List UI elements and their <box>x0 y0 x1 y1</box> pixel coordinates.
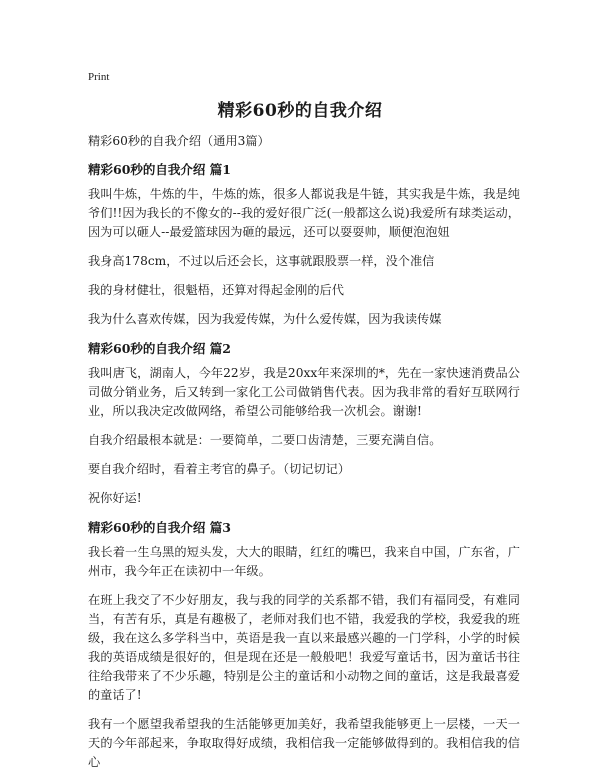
document-subtitle: 精彩60秒的自我介绍（通用3篇） <box>88 134 270 148</box>
paragraph: 要自我介绍时，看着主考官的鼻子。（切记切记） <box>88 462 351 476</box>
paragraph: 在班上我交了不少好朋友，我与我的同学的关系都不错，我们有福同受，有难同当，有苦有乐，真是有趣极了，老师对我们也不错，我爱我的学校，我爱我的班级，我在这么多学科当中，英语是我一直以来最感兴趣的一门学科，小学的时候我的英语成绩是很好的，但是现在还是一般般吧！我爱写童话书，因为童话书往往给我带来了不少乐趣，特别是公主的童话和小动物之间的童话，这是我最喜爱的童话了! <box>88 593 520 702</box>
paragraph: 我的身材健壮，很魁梧，还算对得起金刚的后代 <box>88 283 344 297</box>
paragraph: 我身高178cm，不过以后还会长，这事就跟股票一样，没个准信 <box>88 254 435 268</box>
paragraph: 祝你好运! <box>88 491 142 505</box>
section-1 <box>88 160 520 329</box>
paragraph: 我叫牛炼，牛炼的牛，牛炼的炼，很多人都说我是牛链，其实我是牛炼，我是纯爷们!!因为我长的不像女的--我的爱好很广泛(一般都这么说)我爱所有球类运动，因为可以砸人--最爱篮球因为砸的最远，还可以耍耍帅，顺便泡泡妞 <box>88 187 520 239</box>
paragraph: 自我介绍最根本就是：一要简单，二要口齿清楚，三要充满自信。 <box>88 433 442 447</box>
section-3 <box>88 518 520 772</box>
paragraph: 我叫唐飞，湖南人，今年22岁，我是20xx年来深圳的*，先在一家快速消费品公司做分销业务，后又转到一家化工公司做销售代表。因为我非常的看好互联网行业，所以我决定改做网络，希望公司能够给我一次机会。谢谢! <box>88 366 520 418</box>
section-2 <box>88 339 520 508</box>
document-title: 精彩60秒的自我介绍 <box>217 101 383 121</box>
paragraph: 我为什么喜欢传媒，因为我爱传媒，为什么爱传媒，因为我读传媒 <box>88 312 442 326</box>
document-body <box>88 132 520 782</box>
paragraph: 我有一个愿望我希望我的生活能够更加美好，我希望我能够更上一层楼，一天一天的今年部起来，争取取得好成绩，我相信我一定能够做得到的。我相信我的信心 <box>88 717 520 769</box>
print-label: Print <box>88 71 110 83</box>
paragraph: 我长着一生乌黑的短头发，大大的眼睛，红红的嘴巴，我来自中国，广东省，广州市，我今年正在读初中一年级。 <box>88 545 520 578</box>
section-heading: 精彩60秒的自我介绍 篇3 <box>88 520 231 535</box>
section-heading: 精彩60秒的自我介绍 篇1 <box>88 162 231 177</box>
section-heading: 精彩60秒的自我介绍 篇2 <box>88 341 231 356</box>
